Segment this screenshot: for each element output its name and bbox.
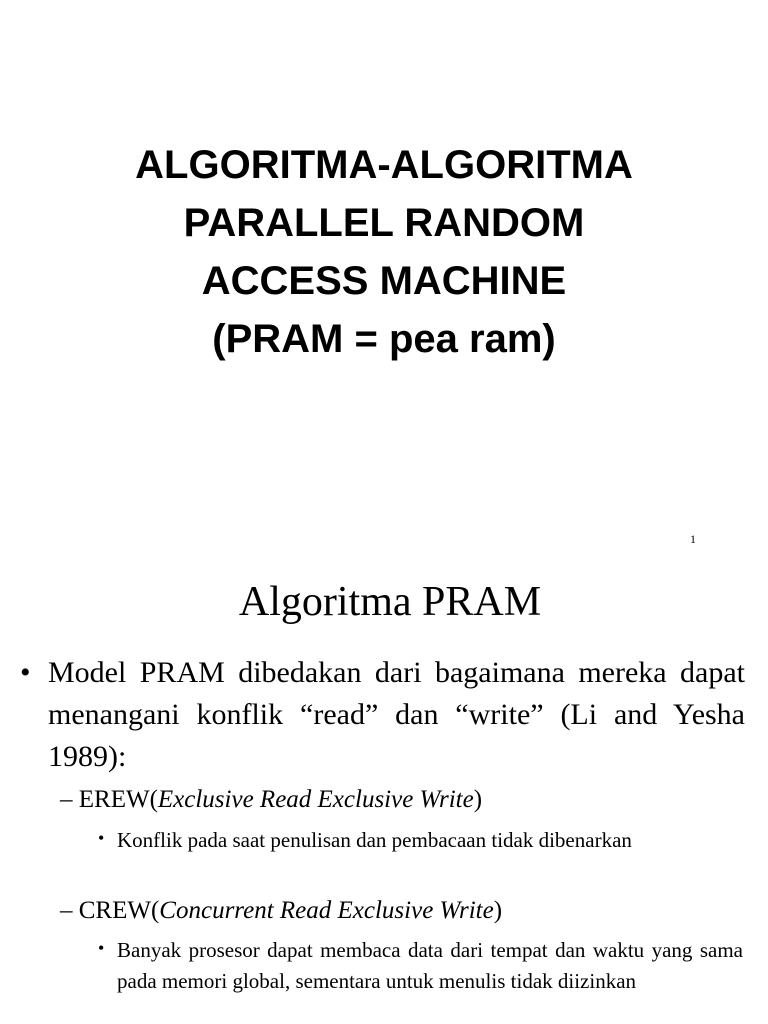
model-erew-description	[98, 825, 743, 856]
model-close: )	[493, 897, 503, 924]
title-line: PARALLEL RANDOM	[183, 201, 585, 245]
title-line: ALGORITMA-ALGORITMA	[135, 143, 633, 187]
model-close: )	[473, 786, 483, 813]
description-text: Banyak prosesor dapat membaca data dari tempat dan waktu yang sama pada memori global, sementara untuk menulis tidak diizinkan	[117, 938, 743, 993]
model-code: EREW(	[78, 786, 158, 813]
model-full-name: Concurrent Read Exclusive Write	[159, 897, 494, 924]
main-bullet	[20, 652, 745, 778]
model-crew	[60, 895, 502, 927]
description-text: Konflik pada saat penulisan dan pembacaan tidak dibenarkan	[117, 828, 632, 852]
title-line: ACCESS MACHINE	[201, 259, 567, 303]
bullet-icon: •	[98, 938, 105, 958]
bullet-icon: •	[98, 828, 105, 848]
bullet-icon: •	[20, 656, 31, 689]
model-full-name: Exclusive Read Exclusive Write	[157, 786, 474, 813]
page-number: 1	[690, 532, 696, 546]
slide-2-title: Algoritma PRAM	[238, 579, 542, 625]
dash-icon: –	[60, 897, 73, 924]
dash-icon: –	[60, 786, 73, 813]
model-erew	[60, 784, 482, 816]
slide-1-title	[0, 136, 768, 368]
title-line: (PRAM = pea ram)	[212, 317, 556, 361]
model-code: CREW(	[78, 897, 160, 924]
main-bullet-text: Model PRAM dibedakan dari bagaimana mereka dapat menangani konflik “read” dan “write” (Li and Yesha 1989):	[48, 656, 745, 773]
model-crew-description	[98, 935, 743, 997]
